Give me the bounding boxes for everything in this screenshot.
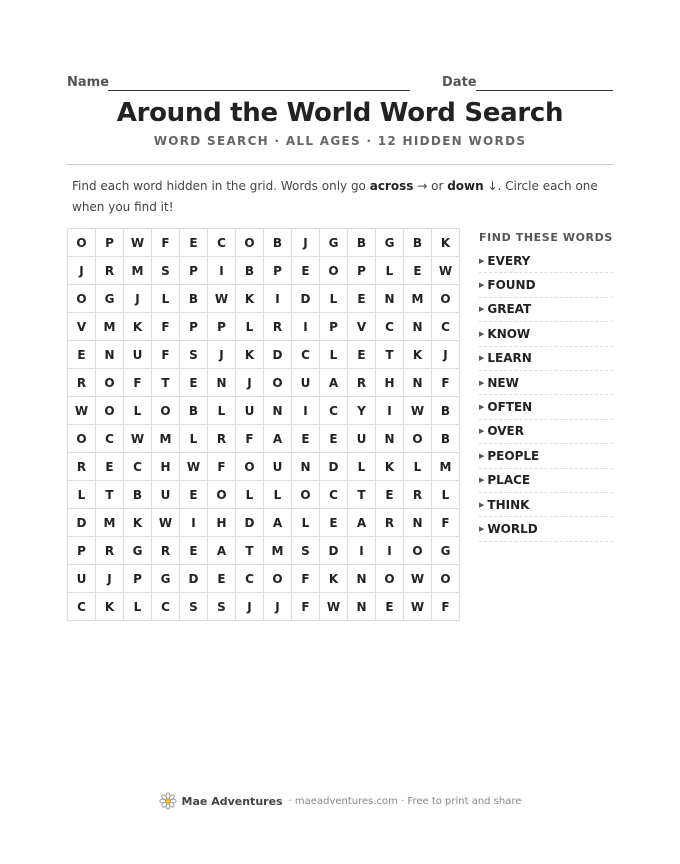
grid-cell[interactable]: K: [320, 565, 348, 593]
grid-cell[interactable]: B: [348, 229, 376, 257]
name-line[interactable]: [108, 90, 410, 91]
grid-cell[interactable]: M: [96, 313, 124, 341]
grid-cell[interactable]: M: [264, 537, 292, 565]
word-label: THINK: [487, 497, 530, 512]
footer-text: · maeadventures.com · Free to print and share: [288, 795, 522, 807]
grid-cell[interactable]: U: [236, 397, 264, 425]
grid-cell[interactable]: U: [292, 369, 320, 397]
word-list-item: [479, 371, 613, 395]
grid-cell[interactable]: N: [404, 313, 432, 341]
right-triangle-icon: ▶: [479, 305, 485, 314]
grid-cell[interactable]: T: [96, 481, 124, 509]
grid-cell[interactable]: P: [348, 257, 376, 285]
grid-row: [68, 481, 460, 509]
grid-row: [68, 257, 460, 285]
grid-cell[interactable]: L: [320, 341, 348, 369]
word-list-item: [479, 395, 613, 419]
right-triangle-icon: ▶: [479, 427, 485, 436]
grid-cell[interactable]: O: [236, 453, 264, 481]
grid-cell[interactable]: O: [320, 257, 348, 285]
grid-cell[interactable]: F: [432, 509, 460, 537]
grid-cell[interactable]: U: [68, 565, 96, 593]
grid-cell[interactable]: P: [264, 257, 292, 285]
grid-cell[interactable]: F: [152, 229, 180, 257]
grid-cell[interactable]: I: [292, 397, 320, 425]
grid-cell[interactable]: B: [432, 397, 460, 425]
grid-cell[interactable]: O: [404, 425, 432, 453]
grid-cell[interactable]: G: [124, 537, 152, 565]
grid-cell[interactable]: U: [152, 481, 180, 509]
grid-cell[interactable]: W: [404, 565, 432, 593]
right-triangle-icon: ▶: [479, 500, 485, 509]
grid-cell[interactable]: K: [236, 285, 264, 313]
date-line[interactable]: [476, 90, 613, 91]
word-label: OVER: [487, 424, 524, 439]
grid-cell[interactable]: C: [292, 341, 320, 369]
grid-cell[interactable]: T: [376, 341, 404, 369]
grid-cell[interactable]: L: [208, 397, 236, 425]
grid-cell[interactable]: I: [376, 537, 404, 565]
grid-cell[interactable]: R: [152, 537, 180, 565]
grid-cell[interactable]: D: [264, 341, 292, 369]
grid-cell[interactable]: H: [152, 453, 180, 481]
grid-cell[interactable]: G: [96, 285, 124, 313]
grid-cell[interactable]: E: [292, 257, 320, 285]
grid-cell[interactable]: E: [68, 341, 96, 369]
grid-cell[interactable]: K: [376, 453, 404, 481]
grid-cell[interactable]: R: [376, 509, 404, 537]
grid-cell[interactable]: P: [320, 313, 348, 341]
grid-cell[interactable]: W: [124, 229, 152, 257]
grid-cell[interactable]: W: [320, 593, 348, 621]
grid-cell[interactable]: E: [96, 453, 124, 481]
grid-cell[interactable]: W: [124, 425, 152, 453]
grid-cell[interactable]: P: [180, 313, 208, 341]
right-triangle-icon: ▶: [479, 524, 485, 533]
grid-cell[interactable]: C: [376, 313, 404, 341]
grid-cell[interactable]: L: [236, 481, 264, 509]
grid-cell[interactable]: U: [124, 341, 152, 369]
grid-cell[interactable]: R: [96, 257, 124, 285]
right-triangle-icon: ▶: [479, 403, 485, 412]
word-label: FOUND: [487, 278, 536, 293]
grid-cell[interactable]: T: [152, 369, 180, 397]
grid-cell[interactable]: E: [348, 285, 376, 313]
grid-cell[interactable]: U: [264, 453, 292, 481]
grid-cell[interactable]: A: [320, 369, 348, 397]
grid-cell[interactable]: C: [96, 425, 124, 453]
word-list-item: [479, 444, 613, 468]
grid-row: [68, 509, 460, 537]
grid-cell[interactable]: J: [432, 341, 460, 369]
grid-cell[interactable]: E: [292, 425, 320, 453]
grid-cell[interactable]: E: [376, 481, 404, 509]
page-subtitle: WORD SEARCH · ALL AGES · 12 HIDDEN WORDS: [153, 134, 527, 148]
grid-cell[interactable]: W: [432, 257, 460, 285]
grid-cell[interactable]: C: [320, 397, 348, 425]
grid-cell[interactable]: I: [376, 397, 404, 425]
right-triangle-icon: ▶: [479, 354, 485, 363]
grid-cell[interactable]: J: [292, 229, 320, 257]
grid-cell[interactable]: M: [152, 425, 180, 453]
grid-cell[interactable]: N: [292, 453, 320, 481]
date-label: Date: [442, 75, 477, 90]
grid-cell[interactable]: O: [264, 565, 292, 593]
grid-cell[interactable]: F: [152, 341, 180, 369]
grid-cell[interactable]: E: [180, 481, 208, 509]
grid-cell[interactable]: C: [236, 565, 264, 593]
word-label: LEARN: [487, 351, 532, 366]
arrow-right-icon: →: [417, 179, 428, 193]
grid-cell[interactable]: R: [348, 369, 376, 397]
grid-cell[interactable]: B: [264, 229, 292, 257]
word-label: PEOPLE: [487, 448, 540, 463]
grid-cell[interactable]: O: [208, 481, 236, 509]
word-list-item: [479, 420, 613, 444]
grid-cell[interactable]: A: [264, 509, 292, 537]
grid-row: [68, 565, 460, 593]
grid-cell[interactable]: K: [236, 341, 264, 369]
grid-cell[interactable]: K: [432, 229, 460, 257]
grid-cell[interactable]: W: [208, 285, 236, 313]
name-label: Name: [67, 75, 110, 90]
grid-cell[interactable]: F: [236, 425, 264, 453]
word-label: GREAT: [487, 302, 532, 317]
grid-cell[interactable]: D: [320, 537, 348, 565]
grid-row: [68, 453, 460, 481]
grid-cell[interactable]: O: [404, 537, 432, 565]
grid-cell[interactable]: C: [208, 229, 236, 257]
grid-cell[interactable]: S: [292, 537, 320, 565]
daisy-flower-icon: [159, 792, 177, 810]
grid-cell[interactable]: W: [152, 509, 180, 537]
grid-cell[interactable]: O: [152, 397, 180, 425]
word-list-heading: FIND THESE WORDS: [479, 231, 613, 244]
grid-cell[interactable]: P: [68, 537, 96, 565]
grid-cell[interactable]: R: [264, 313, 292, 341]
grid-cell[interactable]: Y: [348, 397, 376, 425]
grid-cell[interactable]: R: [68, 369, 96, 397]
grid-cell[interactable]: J: [68, 257, 96, 285]
word-list-item: [479, 249, 613, 273]
name-date-row: [67, 72, 613, 94]
grid-cell[interactable]: F: [432, 369, 460, 397]
right-triangle-icon: ▶: [479, 378, 485, 387]
word-label: OFTEN: [487, 400, 533, 415]
grid-cell[interactable]: I: [180, 509, 208, 537]
grid-cell[interactable]: S: [208, 593, 236, 621]
grid-cell[interactable]: F: [152, 313, 180, 341]
grid-cell[interactable]: O: [432, 285, 460, 313]
grid-cell[interactable]: B: [180, 285, 208, 313]
word-list-item: [479, 298, 613, 322]
arrow-down-icon: ↓: [487, 179, 498, 193]
grid-cell[interactable]: S: [180, 593, 208, 621]
grid-row: [68, 341, 460, 369]
grid-cell[interactable]: F: [292, 593, 320, 621]
instructions-text: Find each word hidden in the grid. Words only go: [72, 179, 370, 193]
grid-row: [68, 229, 460, 257]
grid-cell[interactable]: E: [208, 565, 236, 593]
grid-cell[interactable]: L: [124, 593, 152, 621]
word-list-item: [479, 493, 613, 517]
grid-cell[interactable]: M: [124, 257, 152, 285]
word-label: PLACE: [487, 473, 531, 488]
grid-cell[interactable]: B: [180, 397, 208, 425]
grid-cell[interactable]: N: [348, 593, 376, 621]
grid-cell[interactable]: L: [404, 453, 432, 481]
grid-cell[interactable]: L: [152, 285, 180, 313]
grid-cell[interactable]: L: [68, 481, 96, 509]
grid-cell[interactable]: N: [348, 565, 376, 593]
grid-cell[interactable]: G: [152, 565, 180, 593]
grid-cell[interactable]: N: [96, 341, 124, 369]
grid-cell[interactable]: A: [208, 537, 236, 565]
grid-cell[interactable]: L: [376, 257, 404, 285]
grid-cell[interactable]: O: [68, 229, 96, 257]
grid-row: [68, 593, 460, 621]
grid-cell[interactable]: O: [68, 425, 96, 453]
grid-cell[interactable]: H: [208, 509, 236, 537]
grid-cell[interactable]: D: [180, 565, 208, 593]
grid-cell[interactable]: G: [320, 229, 348, 257]
grid-cell[interactable]: T: [236, 537, 264, 565]
grid-cell[interactable]: A: [264, 425, 292, 453]
grid-cell[interactable]: L: [320, 285, 348, 313]
grid-cell[interactable]: P: [124, 565, 152, 593]
grid-cell[interactable]: L: [236, 313, 264, 341]
grid-cell[interactable]: C: [124, 453, 152, 481]
grid-cell[interactable]: E: [180, 537, 208, 565]
grid-cell[interactable]: C: [320, 481, 348, 509]
brand-name: Mae Adventures: [181, 794, 283, 808]
grid-cell[interactable]: W: [404, 397, 432, 425]
grid-cell[interactable]: V: [68, 313, 96, 341]
grid-cell[interactable]: R: [404, 481, 432, 509]
grid-cell[interactable]: L: [124, 397, 152, 425]
instructions: [72, 176, 612, 218]
grid-row: [68, 397, 460, 425]
grid-cell[interactable]: J: [96, 565, 124, 593]
grid-cell[interactable]: C: [432, 313, 460, 341]
grid-cell[interactable]: U: [348, 425, 376, 453]
grid-cell[interactable]: M: [96, 509, 124, 537]
grid-cell[interactable]: J: [208, 341, 236, 369]
grid-cell[interactable]: N: [264, 397, 292, 425]
grid-cell[interactable]: F: [124, 369, 152, 397]
grid-cell[interactable]: G: [376, 229, 404, 257]
grid-cell[interactable]: B: [404, 229, 432, 257]
grid-cell[interactable]: E: [180, 229, 208, 257]
grid-cell[interactable]: W: [68, 397, 96, 425]
grid-cell[interactable]: R: [208, 425, 236, 453]
right-triangle-icon: ▶: [479, 329, 485, 338]
grid-cell[interactable]: O: [292, 481, 320, 509]
grid-row: [68, 313, 460, 341]
word-label: EVERY: [487, 253, 531, 268]
grid-cell[interactable]: N: [404, 369, 432, 397]
grid-cell[interactable]: F: [292, 565, 320, 593]
grid-row: [68, 537, 460, 565]
word-label: NEW: [487, 375, 519, 390]
grid-cell[interactable]: B: [236, 257, 264, 285]
grid-cell[interactable]: O: [96, 397, 124, 425]
grid-cell[interactable]: K: [124, 313, 152, 341]
grid-cell[interactable]: S: [152, 257, 180, 285]
grid-cell[interactable]: E: [180, 369, 208, 397]
grid-cell[interactable]: N: [376, 425, 404, 453]
word-list-item: [479, 322, 613, 346]
word-label: WORLD: [487, 521, 538, 536]
right-triangle-icon: ▶: [479, 256, 485, 265]
grid-row: [68, 369, 460, 397]
grid-cell[interactable]: M: [404, 285, 432, 313]
grid-cell[interactable]: W: [180, 453, 208, 481]
word-list-item: [479, 347, 613, 371]
grid-cell[interactable]: B: [432, 425, 460, 453]
grid-cell[interactable]: I: [292, 313, 320, 341]
grid-cell[interactable]: S: [180, 341, 208, 369]
grid-cell[interactable]: H: [376, 369, 404, 397]
grid-cell[interactable]: P: [180, 257, 208, 285]
grid-cell[interactable]: R: [68, 453, 96, 481]
grid-cell[interactable]: F: [432, 593, 460, 621]
divider: [67, 164, 613, 165]
grid-cell[interactable]: T: [348, 481, 376, 509]
grid-cell[interactable]: O: [96, 369, 124, 397]
grid-cell[interactable]: J: [124, 285, 152, 313]
instructions-text-end: . Circle each one when you find it!: [72, 179, 598, 214]
grid-cell[interactable]: I: [208, 257, 236, 285]
grid-cell[interactable]: N: [404, 509, 432, 537]
grid-cell[interactable]: B: [124, 481, 152, 509]
page-title: Around the World Word Search: [116, 98, 564, 128]
grid-cell[interactable]: O: [264, 369, 292, 397]
grid-cell[interactable]: D: [68, 509, 96, 537]
grid-cell[interactable]: I: [348, 537, 376, 565]
word-list-item: [479, 517, 613, 541]
grid-cell[interactable]: O: [236, 229, 264, 257]
grid-cell[interactable]: C: [68, 593, 96, 621]
grid-cell[interactable]: I: [264, 285, 292, 313]
grid-cell[interactable]: M: [432, 453, 460, 481]
grid-cell[interactable]: V: [348, 313, 376, 341]
grid-cell[interactable]: A: [348, 509, 376, 537]
grid-cell[interactable]: L: [180, 425, 208, 453]
grid-cell[interactable]: J: [236, 593, 264, 621]
grid-cell[interactable]: K: [404, 341, 432, 369]
grid-cell[interactable]: J: [264, 593, 292, 621]
grid-row: [68, 425, 460, 453]
grid-cell[interactable]: R: [96, 537, 124, 565]
instructions-across: across: [369, 179, 414, 193]
grid-cell[interactable]: D: [236, 509, 264, 537]
word-list-item: [479, 273, 613, 297]
grid-cell[interactable]: N: [376, 285, 404, 313]
grid-cell[interactable]: L: [348, 453, 376, 481]
grid-cell[interactable]: E: [320, 509, 348, 537]
grid-cell[interactable]: F: [208, 453, 236, 481]
instructions-down: down: [447, 179, 484, 193]
grid-cell[interactable]: W: [404, 593, 432, 621]
grid-cell[interactable]: P: [208, 313, 236, 341]
right-triangle-icon: ▶: [479, 451, 485, 460]
grid-cell[interactable]: L: [432, 481, 460, 509]
instructions-or: or: [427, 179, 448, 193]
grid-cell[interactable]: D: [320, 453, 348, 481]
word-list: [479, 249, 613, 542]
letter-grid: [67, 228, 460, 621]
grid-row: [68, 285, 460, 313]
grid-cell[interactable]: E: [376, 593, 404, 621]
right-triangle-icon: ▶: [479, 476, 485, 485]
grid-cell[interactable]: D: [292, 285, 320, 313]
grid-cell[interactable]: E: [320, 425, 348, 453]
grid-cell[interactable]: P: [96, 229, 124, 257]
grid-cell[interactable]: N: [208, 369, 236, 397]
grid-cell[interactable]: J: [236, 369, 264, 397]
word-list-panel: [479, 228, 613, 542]
word-list-item: [479, 469, 613, 493]
grid-cell[interactable]: G: [432, 537, 460, 565]
grid-cell[interactable]: O: [376, 565, 404, 593]
grid-cell[interactable]: O: [432, 565, 460, 593]
grid-cell[interactable]: E: [348, 341, 376, 369]
footer: [0, 792, 680, 810]
grid-cell[interactable]: K: [96, 593, 124, 621]
grid-cell[interactable]: E: [404, 257, 432, 285]
grid-cell[interactable]: O: [68, 285, 96, 313]
word-label: KNOW: [487, 326, 531, 341]
grid-cell[interactable]: L: [264, 481, 292, 509]
right-triangle-icon: ▶: [479, 281, 485, 290]
grid-cell[interactable]: K: [124, 509, 152, 537]
grid-cell[interactable]: C: [152, 593, 180, 621]
grid-cell[interactable]: L: [292, 509, 320, 537]
